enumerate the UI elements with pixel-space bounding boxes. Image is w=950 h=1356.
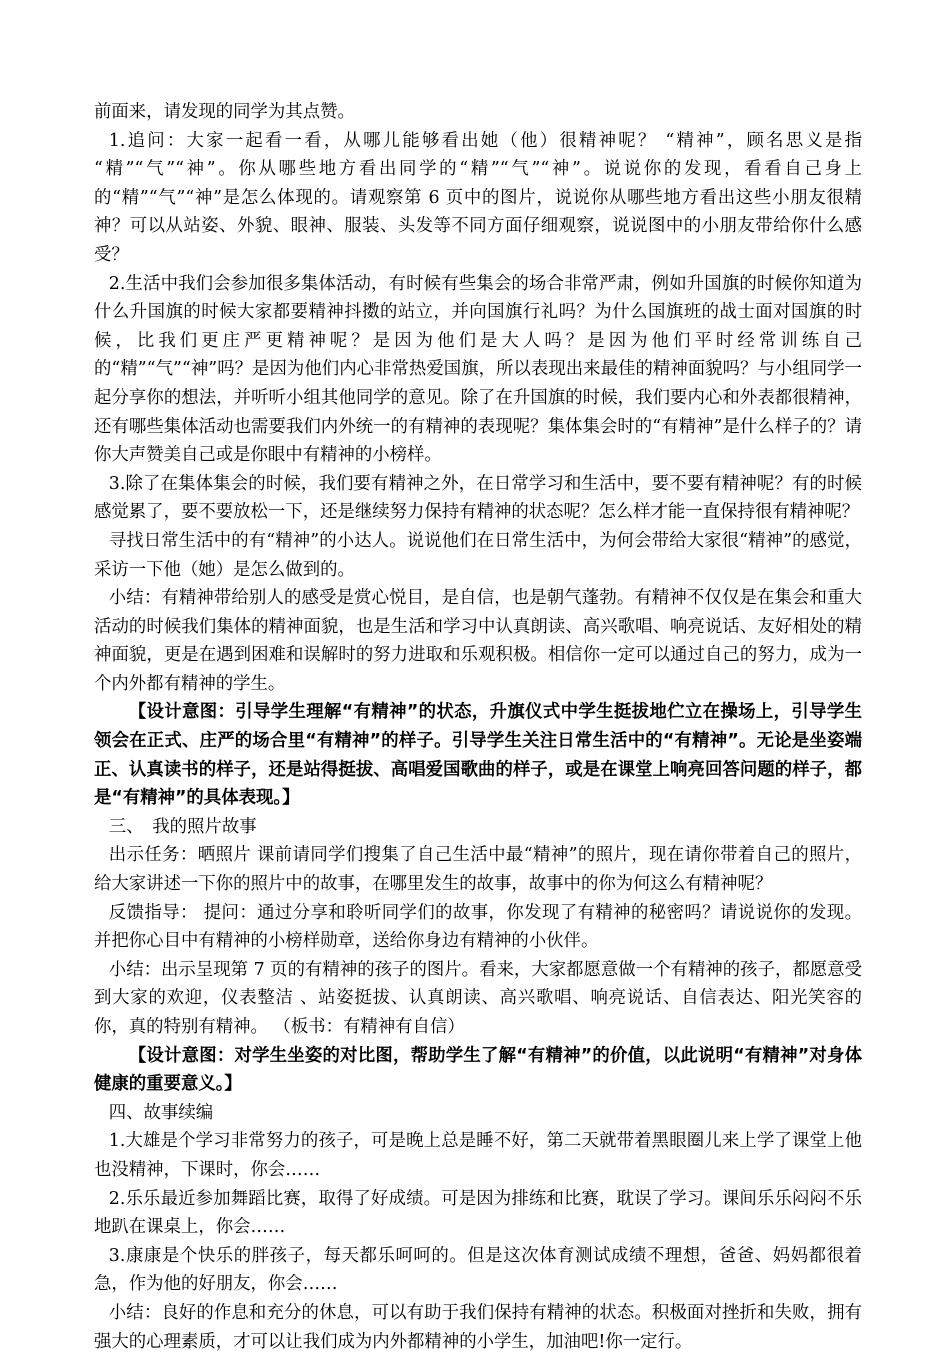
document-page (94, 98, 862, 1356)
story-item-2: 2.乐乐最近参加舞蹈比赛，取得了好成绩。可是因为排练和比赛，耽误了学习。课间乐乐闷闷不乐地趴在课桌上，你会…… (94, 1188, 862, 1238)
paragraph-task: 出示任务：晒照片 课前请同学们搜集了自己生活中最“精神”的照片，现在请你带着自己的照片，给大家讲述一下你的照片中的故事，在哪里发生的故事，故事中的你为何这么有精神呢？ (94, 845, 862, 895)
paragraph-summary-1: 小结：有精神带给别人的感受是赏心悦目，是自信，也是朝气蓬勃。有精神不仅仅是在集会和重大活动的时候我们集体的精神面貌，也是生活和学习中认真朗读、高兴歌唱、响亮说话、友好相处的精神面貌，更是在遇到困难和误解时的努力进取和乐观积极。相信你一定可以通过自己的努力，成为一个内外都有精神的学生。 (94, 588, 862, 694)
paragraph-feedback: 反馈指导： 提问：通过分享和聆听同学们的故事，你发现了有精神的秘密吗？请说说你的发现。并把你心目中有精神的小榜样勋章，送给你身边有精神的小伙伴。 (94, 902, 862, 952)
paragraph-summary-2: 小结：出示呈现第 7 页的有精神的孩子的图片。看来，大家都愿意做一个有精神的孩子，都愿意受到大家的欢迎，仪表整洁 、站姿挺拔、认真朗读、高兴歌唱、响亮说话、自信表达、阳光笑容的你，真的特别有精神。 （板书：有精神有自信） (94, 959, 862, 1037)
paragraph-find-role-model: 寻找日常生活中的有“精神”的小达人。说说他们在日常生活中，为何会带给大家很“精神”的感觉，采访一下他（她）是怎么做到的。 (94, 530, 862, 580)
paragraph-question-3: 3.除了在集体集会的时候，我们要有精神之外，在日常学习和生活中，要不要有精神呢？有的时候感觉累了，要不要放松一下，还是继续努力保持有精神的状态呢？怎么样才能一直保持很有精神呢？ (94, 473, 862, 523)
section-heading-3: 三、 我的照片故事 (108, 816, 257, 837)
design-intent-1: 【设计意图：引导学生理解“有精神”的状态，升旗仪式中学生挺拔地伫立在操场上，引导学生领会在正式、庄严的场合里“有精神”的样子。引导学生关注日常生活中的“有精神”。无论是坐姿端正、认真读书的样子，还是站得挺拔、高唱爱国歌曲的样子，或是在课堂上响亮回答问题的样子，都是“有精神”的具体表现。】 (94, 702, 862, 809)
paragraph-continuation: 前面来，请发现的同学为其点赞。 (94, 102, 355, 122)
design-intent-2: 【设计意图：对学生坐姿的对比图，帮助学生了解“有精神”的价值，以此说明“有精神”对身体健康的重要意义。】 (94, 1045, 862, 1095)
story-item-1: 1.大雄是个学习非常努力的孩子，可是晚上总是睡不好，第二天就带着黑眼圈儿来上学了课堂上他也没精神，下课时，你会…… (94, 1131, 862, 1180)
paragraph-question-1: 1.追问：大家一起看一看，从哪儿能够看出她（他）很精神呢？ “精神”，顾名思义是指 “精”“气”“神”。你从哪些地方看出同学的“精”“气”“神”。说说你的发现，看看自己身上的“精”“气”“神”是怎么体现的。请观察第 6 页中的图片，说说你从哪些地方看出这些小朋友很精神？可以从站姿、外貌、眼神、服装、头发等不同方面仔细观察，说说图中的小朋友带给你什么感受？ (94, 130, 862, 265)
story-item-3: 3.康康是个快乐的胖孩子，每天都乐呵呵的。但是这次体育测试成绩不理想，爸爸、妈妈都很着急，作为他的好朋友，你会…… (94, 1245, 862, 1295)
paragraph-question-2: 2.生活中我们会参加很多集体活动，有时候有些集会的场合非常严肃，例如升国旗的时候你知道为什么升国旗的时候大家都要精神抖擞的站立，并向国旗行礼吗？为什么国旗班的战士面对国旗的时候，比我们更庄严更精神呢？是因为他们是大人吗？是因为他们平时经常训练自己的“精”“气”“神”吗？是因为他们内心非常热爱国旗，所以表现出来最佳的精神面貌吗？与小组同学一起分享你的想法，并听听小组其他同学的意见。除了在升国旗的时候，我们要内心和外表都很精神，还有哪些集体活动也需要我们内外统一的有精神的表现呢？集体集会时的“有精神”是什么样子的？请你大声赞美自己或是你眼中有精神的小榜样。 (94, 273, 862, 466)
section-heading-4: 四、故事续编 (108, 1102, 214, 1123)
paragraph-summary-3: 小结：良好的作息和充分的休息，可以有助于我们保持有精神的状态。积极面对挫折和失败，拥有强大的心理素质，才可以让我们成为内外都精神的小学生，加油吧!你一定行。 (94, 1302, 862, 1352)
